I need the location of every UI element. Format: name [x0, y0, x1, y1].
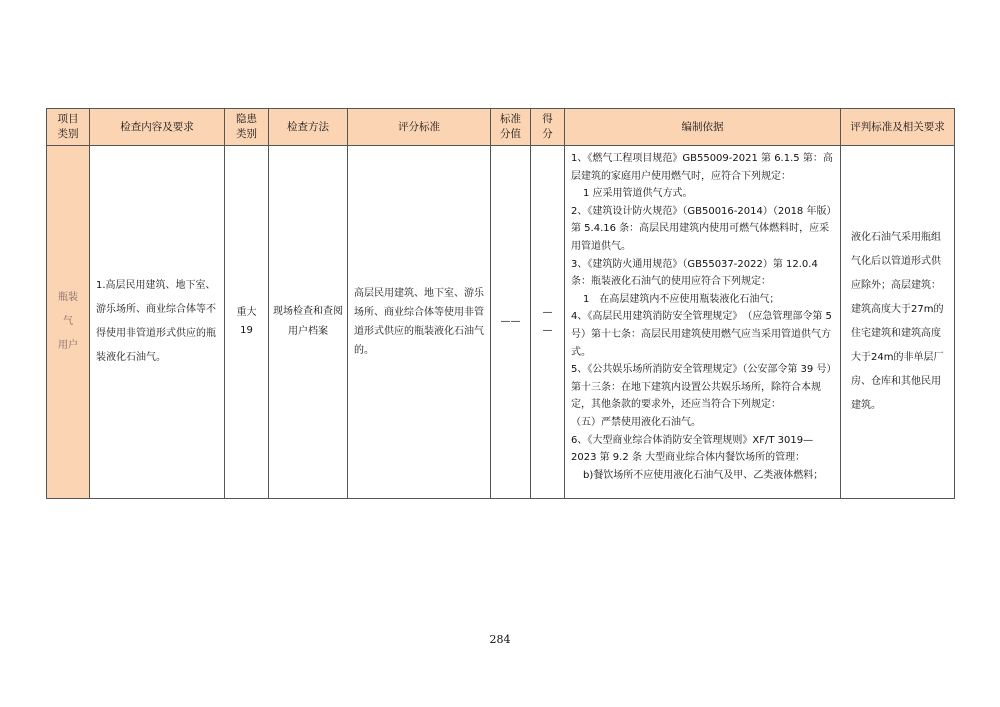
basis-line: 1 在高层建筑内不应使用瓶装液化石油气；	[583, 293, 780, 305]
page-number: 284	[489, 633, 511, 646]
cell-criteria: 液化石油气采用瓶组气化后以管道形式供应除外；高层建筑：建筑高度大于27m的住宅建筑和建筑高度大于24m的非单层厂房、仓库和其他民用建筑。	[841, 146, 955, 499]
cell-hazard: 重大 19	[225, 146, 269, 499]
header-method: 检查方法	[269, 109, 348, 146]
header-standard-score: 标准 分值	[491, 109, 531, 146]
header-content: 检查内容及要求	[90, 109, 225, 146]
header-hazard: 隐患 类别	[225, 109, 269, 146]
basis-line: 6、《大型商业综合体消防安全管理规则》XF/T 3019—2023 第 9.2 条 大型商业综合体内餐饮场所的管理：	[571, 434, 814, 464]
header-row	[47, 109, 955, 146]
basis-line: 5、《公共娱乐场所消防安全管理规定》（公安部令第 39 号）第十三条：在地下建筑内设置公共娱乐场所，除符合本规定，其他条款的要求外，还应当符合下列规定：	[571, 364, 832, 411]
cell-standard-score: ——	[491, 146, 531, 499]
basis-line: （五）严禁使用液化石油气。	[571, 416, 701, 428]
cell-basis	[565, 146, 841, 499]
header-score: 得 分	[531, 109, 565, 146]
basis-line: 4、《高层民用建筑消防安全管理规定》 （应急管理部令第 5 号）第十七条：高层民用建筑使用燃气应当采用管道供气方式。	[571, 311, 832, 358]
basis-line: 1 应采用管道供气方式。	[583, 188, 693, 200]
table-row	[47, 146, 955, 499]
cell-method: 现场检查和查阅用户档案	[269, 146, 348, 499]
header-basis: 编制依据	[565, 109, 841, 146]
basis-line: b)餐饮场所不应使用液化石油气及甲、乙类液体燃料；	[583, 469, 824, 481]
cell-category: 瓶装 气 用户	[47, 146, 90, 499]
basis-line: 2、《建筑设计防火规范》（GB50016-2014）（2018 年版）第 5.4.16 条：高层民用建筑内使用可燃气体燃料时，应采用管道供气。	[571, 205, 832, 252]
basis-line: 1、《燃气工程项目规范》GB55009-2021 第 6.1.5 第：高层建筑的家庭用户使用燃气时，应符合下列规定：	[571, 153, 833, 182]
header-category: 项目 类别	[47, 109, 90, 146]
basis-line: 3、《建筑防火通用规范》（GB55037-2022）第 12.0.4 条：瓶装液化石油气的使用应符合下列规定：	[571, 258, 818, 288]
cell-score: — —	[531, 146, 565, 499]
inspection-table	[46, 108, 955, 499]
header-criteria: 评判标准及相关要求	[841, 109, 955, 146]
header-scoring: 评分标准	[348, 109, 491, 146]
cell-scoring: 高层民用建筑、地下室、游乐场所、商业综合体等使用非管道形式供应的瓶装液化石油气的。	[348, 146, 491, 499]
cell-content: 1.高层民用建筑、地下室、游乐场所、商业综合体等不得使用非管道形式供应的瓶装液化石油气。	[90, 146, 225, 499]
